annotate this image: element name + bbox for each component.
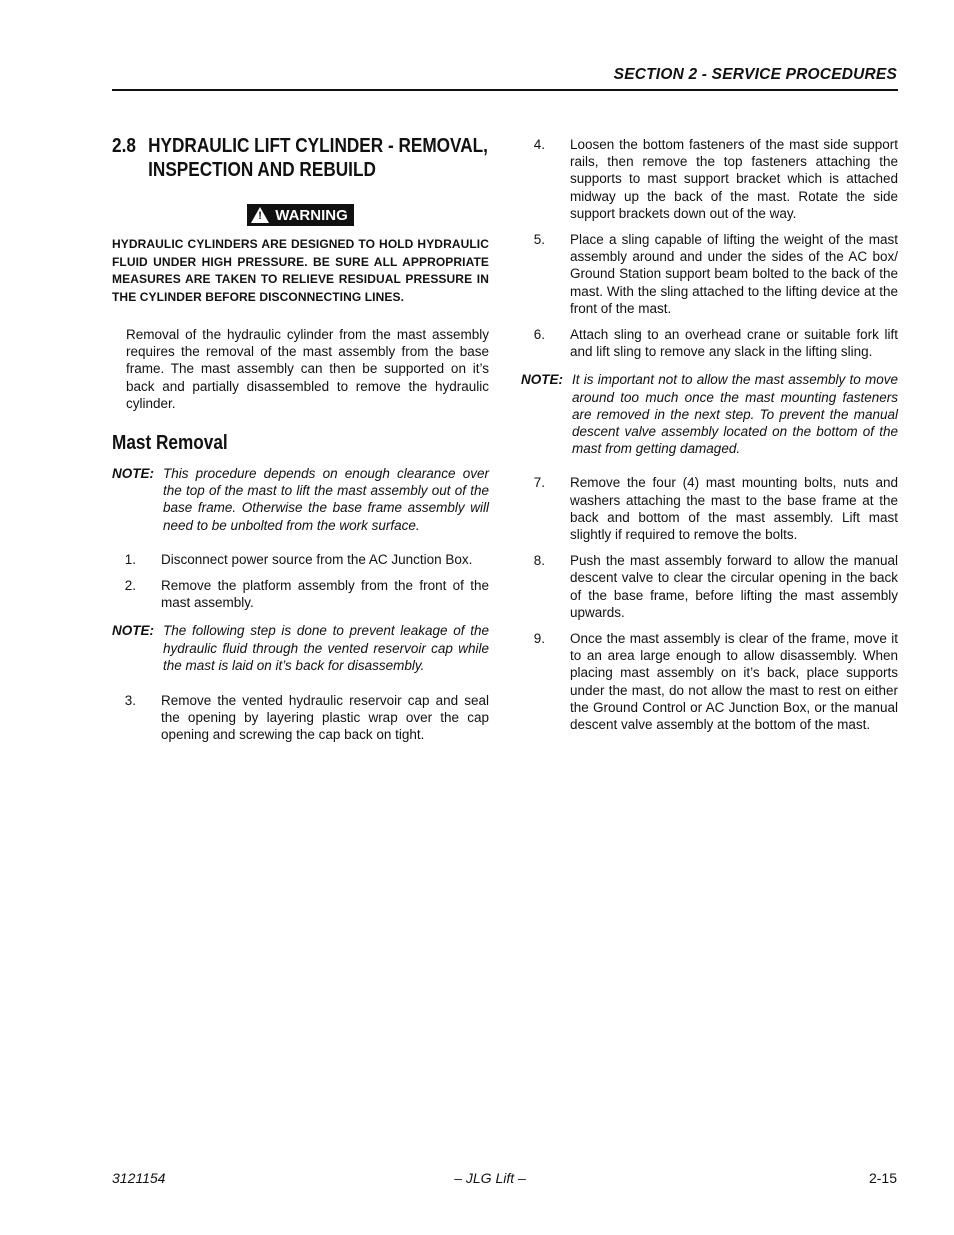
- section-heading: [112, 134, 490, 182]
- step-text: Disconnect power source from the AC Junction Box.: [161, 551, 473, 567]
- step-text: Attach sling to an overhead crane or suitable fork lift and lift sling to remove any slack in the lifting sling.: [570, 327, 898, 360]
- warning-text: HYDRAULIC CYLINDERS ARE DESIGNED TO HOLD HYDRAULIC FLUID UNDER HIGH PRESSURE. BE SURE ALL APPROPRIATE MEASURES ARE TAKEN TO RELIEVE RESIDUAL PRESSURE IN THE CYLINDER BEFORE DISCONNECTING LINES.: [112, 237, 489, 304]
- left-column: [112, 130, 489, 744]
- note-mast-movement: [521, 371, 898, 457]
- footer-page-number: 2-15: [868, 1170, 897, 1186]
- step-number: 4.: [533, 137, 545, 152]
- step-text: Loosen the bottom fasteners of the mast side support rails, then remove the top fasteners attaching the supports to mast support bracket which is attached midway up the back of the mast. Rotate the side support brackets down out of the way.: [570, 137, 898, 221]
- warning-badge: [247, 204, 354, 226]
- step-text: Remove the vented hydraulic reservoir cap and seal the opening by layering plastic wrap over the cap opening and screwing the cap back on tight.: [161, 693, 489, 743]
- step-number: 9.: [533, 631, 545, 647]
- note-text: This procedure depends on enough clearance over the top of the mast to lift the mast assembly out of the base frame. Otherwise the base frame assembly will need to be unbolted from the work surface.: [163, 466, 489, 533]
- intro-paragraph: Removal of the hydraulic cylinder from the mast assembly requires the removal of the mast assembly from the base frame. The mast assembly can then be supported on it’s back and partially disassembled to remove the hydraulic cylinder.: [126, 327, 489, 411]
- step-number: 3.: [124, 693, 136, 709]
- section-header-title: SECTION 2 - SERVICE PROCEDURES: [613, 66, 897, 83]
- section-number: 2.8: [112, 135, 136, 157]
- right-column: [521, 136, 898, 733]
- warning-label: WARNING: [275, 206, 348, 224]
- step-1: [112, 551, 489, 568]
- step-6: [521, 326, 898, 360]
- step-text: Push the mast assembly forward to allow the manual descent valve to clear the circular opening in the back of the base frame, before lifting the mast assembly upwards.: [570, 553, 898, 620]
- step-number: 2.: [124, 578, 136, 594]
- warning-banner: [112, 204, 489, 228]
- step-8: [521, 552, 898, 621]
- step-number: 8.: [533, 553, 545, 569]
- step-number: 1.: [124, 551, 136, 567]
- step-4: [521, 136, 898, 222]
- header-divider: [112, 89, 898, 91]
- step-text: Remove the platform assembly from the front of the mast assembly.: [161, 578, 489, 611]
- step-text: Place a sling capable of lifting the weight of the mast assembly around and under the sides of the AC box/ Ground Station support beam bolted to the back of the mast. With the sling attached to the lifting device at the front of the mast.: [570, 232, 898, 316]
- warning-triangle-icon: !: [251, 207, 269, 223]
- note-label: NOTE:: [112, 623, 154, 639]
- note-leakage: [112, 622, 489, 674]
- note-text: It is important not to allow the mast assembly to move around too much once the mast mounting fasteners are removed in the next step. To prevent the manual descent valve assembly located on the bottom of the mast from getting damaged.: [572, 372, 898, 457]
- footer-doc-number: 3121154: [112, 1170, 166, 1186]
- mast-removal-heading: Mast Removal: [112, 432, 228, 455]
- step-number: 7.: [533, 475, 545, 491]
- step-text: Once the mast assembly is clear of the frame, move it to an area large enough to allow disassembly. When placing mast assembly on it’s back, place supports under the mast, do not allow the mast to rest on either the Ground Control or AC Junction Box, or the manual descent valve assembly at the bottom of the mast.: [570, 631, 898, 733]
- step-9: [521, 630, 898, 733]
- step-text: Remove the four (4) mast mounting bolts, nuts and washers attaching the mast to the base frame at the back and bottom of the mast assembly. Lift mast slightly if required to remove the bolts.: [570, 475, 898, 543]
- step-number: 6.: [533, 327, 545, 343]
- step-7: [521, 474, 898, 543]
- step-2: [112, 577, 489, 611]
- note-label: NOTE:: [521, 372, 563, 388]
- step-5: [521, 231, 898, 317]
- note-label: NOTE:: [112, 466, 154, 482]
- step-number: 5.: [533, 232, 545, 248]
- note-clearance: [112, 465, 489, 534]
- step-3: [112, 692, 489, 744]
- section-title: HYDRAULIC LIFT CYLINDER - REMOVAL, INSPECTION AND REBUILD: [148, 135, 488, 181]
- footer-center: – JLG Lift –: [454, 1170, 526, 1186]
- note-text: The following step is done to prevent leakage of the hydraulic fluid through the vented reservoir cap while the mast is laid on it’s back for disassembly.: [163, 623, 489, 673]
